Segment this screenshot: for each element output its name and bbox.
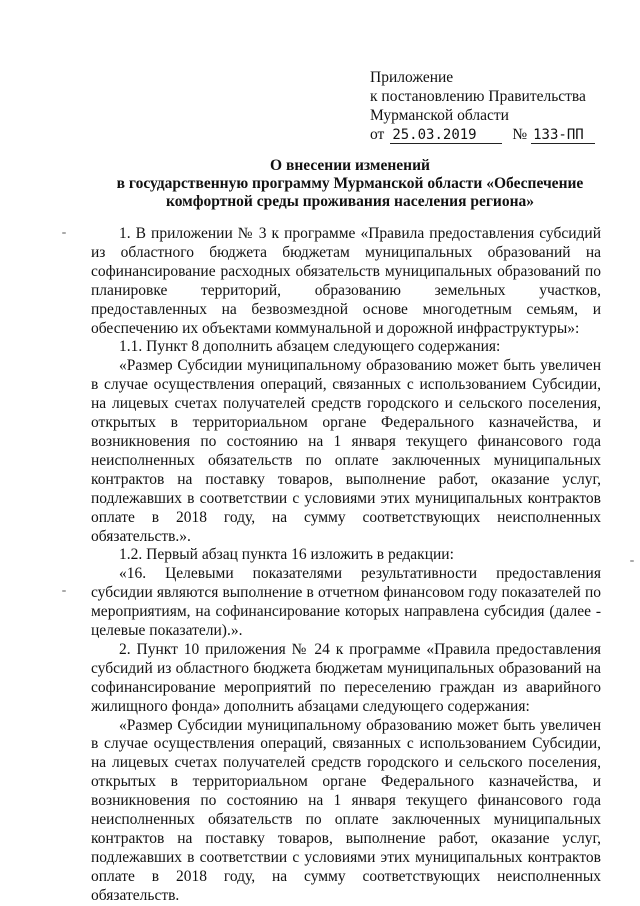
appendix-date-line — [370, 125, 595, 144]
paragraph-2-text: «Размер Субсидии муниципальному образованию может быть увеличен в случае осуществления операций, связанных с использованием Субсидии, на лицевых счетах получателей средств городского и сельского поселения, открытых в территориальном органе Федерального казначейства, и возникновения по состоянию на 1 января текущего финансового года неисполненных обязательств по оплате заключенных муниципальных контрактов на поставку товаров, выполнение работ, оказание услуг, подлежавших в соответствии с условиями этих муниципальных контрактов оплате в 2018 году, на сумму соответствующих неисполненных обязательств. — [91, 716, 601, 904]
number-label: № — [512, 126, 528, 143]
decree-number: 133-ПП — [531, 128, 595, 144]
paragraph-1-1: 1.1. Пункт 8 дополнить абзацем следующего содержания: — [119, 338, 501, 356]
appendix-region-line: Мурманской области — [370, 107, 509, 124]
title-line-1: О внесении изменений — [270, 157, 430, 174]
title-line-3: комфортной среды проживания населения региона» — [165, 193, 535, 210]
appendix-decree-line: к постановлению Правительства — [370, 88, 586, 105]
appendix-header — [370, 68, 595, 144]
date-prefix: от — [370, 126, 385, 143]
decree-date: 25.03.2019 — [390, 128, 502, 144]
paragraph-1-1-text: «Размер Субсидии муниципальному образованию может быть увеличен в случае осуществления операций, связанных с использованием Субсидии, на лицевых счетах получателей средств городского и сельского поселения, открытых в территориальном органе Федерального казначейства, и возникновения по состоянию на 1 января текущего финансового года неисполненных обязательств по оплате заключенных муниципальных контрактов на поставку товаров, выполнение работ, оказание услуг, подлежавших в соответствии с условиями этих муниципальных контрактов оплате в 2018 году, на сумму соответствующих неисполненных обязательств.». — [91, 357, 601, 545]
paragraph-1: 1. В приложении № 3 к программе «Правила предоставления субсидий из областного бюджета бюджетам муниципальных образований на софинансирование расходных обязательств муниципальных образований по планировке территорий, образованию земельных участков, предоставленных на безвозмездной основе многодетным семьям, и обеспечению их объектами коммунальной и дорожной инфраструктуры»: — [91, 225, 601, 337]
scan-speck — [630, 560, 634, 562]
paragraph-1-2-text: «16. Целевыми показателями результативности предоставления субсидии являются выполнение в отчетном финансовом году показателей по мероприятиям, на софинансирование которых направлена субсидия (далее - целевые показатели).». — [91, 565, 601, 640]
document-body — [91, 225, 601, 906]
scan-speck — [62, 590, 66, 592]
document-title — [95, 157, 605, 211]
appendix-label: Приложение — [370, 69, 454, 86]
paragraph-2: 2. Пункт 10 приложения № 24 к программе «Правила предоставления субсидий из областного бюджета бюджетам муниципальных образований на софинансирование мероприятий по переселению граждан из аварийного жилищного фонда» дополнить абзацами следующего содержания: — [91, 640, 601, 715]
paragraph-1-2: 1.2. Первый абзац пункта 16 изложить в редакции: — [119, 546, 454, 564]
scan-speck — [62, 232, 66, 234]
title-line-2: в государственную программу Мурманской области «Обеспечение — [116, 175, 584, 192]
